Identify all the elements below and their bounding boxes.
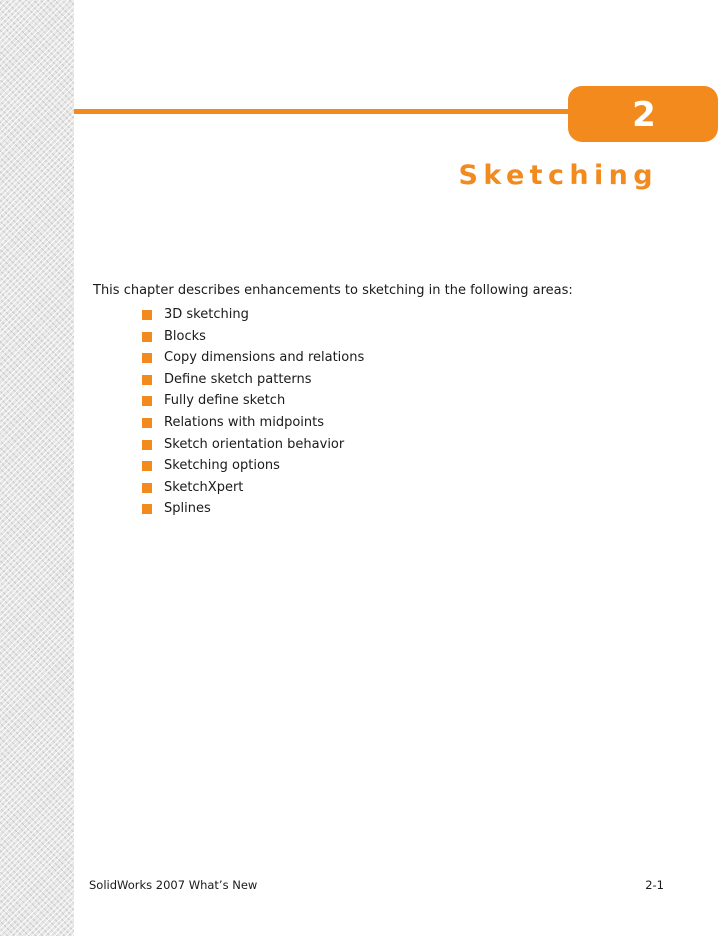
footer-book-title: SolidWorks 2007 What’s New <box>89 878 258 892</box>
topic-label: Blocks <box>164 328 206 344</box>
topic-label: Copy dimensions and relations <box>164 350 365 366</box>
chapter-number: 2 <box>632 95 656 135</box>
chapter-title: Sketching <box>458 160 658 191</box>
chapter-rule <box>74 109 604 114</box>
bullet-square-icon <box>142 353 152 363</box>
bullet-square-icon <box>142 461 152 471</box>
footer-page-number: 2-1 <box>645 878 664 892</box>
topic-label: 3D sketching <box>164 307 249 322</box>
bullet-square-icon <box>142 310 152 320</box>
topic-label: Fully define sketch <box>164 393 286 409</box>
topic-label: Sketch orientation behavior <box>164 436 345 452</box>
topic-label: Sketching options <box>164 458 280 474</box>
bullet-square-icon <box>142 504 152 514</box>
topic-label: Define sketch patterns <box>164 371 312 387</box>
topic-label: Relations with midpoints <box>164 414 324 430</box>
bullet-square-icon <box>142 375 152 385</box>
intro-paragraph: This chapter describes enhancements to sketching in the following areas: <box>93 283 573 298</box>
decorative-side-strip <box>0 0 74 936</box>
topic-label: Splines <box>164 501 211 517</box>
topic-label: SketchXpert <box>164 479 244 495</box>
bullet-square-icon <box>142 418 152 428</box>
bullet-square-icon <box>142 440 152 450</box>
bullet-square-icon <box>142 483 152 493</box>
bullet-square-icon <box>142 332 152 342</box>
bullet-square-icon <box>142 396 152 406</box>
